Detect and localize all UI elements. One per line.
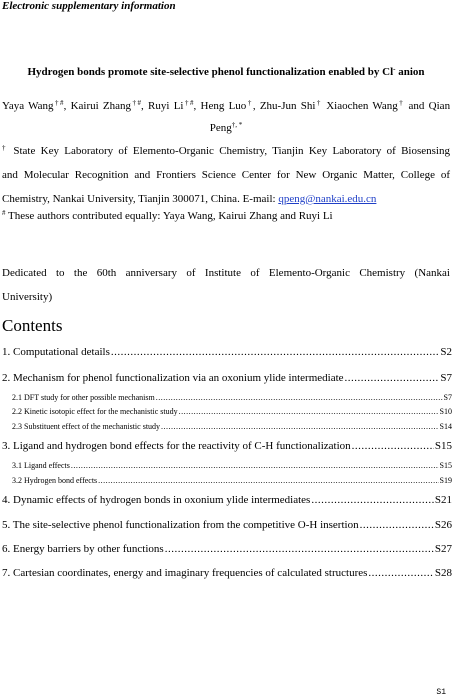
- toc-page: S28: [434, 567, 452, 579]
- toc-leader: [98, 476, 438, 485]
- toc-page: S27: [434, 543, 452, 555]
- paper-title: [0, 66, 452, 78]
- author-mark: †#: [53, 99, 64, 107]
- toc-page: S2: [440, 346, 452, 358]
- toc-subentry[interactable]: [12, 407, 452, 416]
- toc-label: 3. Ligand and hydrogen bond effects for the reactivity of C-H functionalization: [2, 440, 351, 452]
- affiliation: [2, 139, 450, 211]
- toc-label: 4. Dynamic effects of hydrogen bonds in oxonium ylide intermediates: [2, 494, 311, 506]
- author-name: , Ruyi Li: [141, 100, 184, 112]
- author-name: Peng: [209, 122, 232, 134]
- toc-subentry[interactable]: [12, 461, 452, 470]
- toc-entry[interactable]: [2, 543, 452, 555]
- toc-page: S7: [440, 372, 452, 384]
- author-name: Xiaochen Wang: [321, 100, 398, 112]
- toc-leader: [179, 407, 439, 416]
- dedication-line: University): [2, 291, 53, 303]
- toc-entry[interactable]: [2, 440, 452, 452]
- supplementary-header: Electronic supplementary information: [2, 0, 176, 12]
- author-list: [2, 95, 450, 139]
- toc-leader: [71, 461, 439, 470]
- toc-leader: [156, 393, 443, 402]
- toc-subentry[interactable]: [12, 476, 452, 485]
- toc-entry[interactable]: [2, 519, 452, 531]
- toc-label: 3.2 Hydrogen bond effects: [12, 476, 98, 485]
- toc-entry[interactable]: [2, 372, 452, 384]
- dedication: [2, 261, 450, 309]
- author-mark: †#: [131, 99, 142, 107]
- title-charge: -: [393, 65, 396, 73]
- toc-label: 2.1 DFT study for other possible mechanism: [12, 393, 155, 402]
- author-mark: †#: [183, 99, 194, 107]
- toc-leader: [368, 567, 433, 579]
- toc-subentry[interactable]: [12, 393, 452, 402]
- page-number: S1: [436, 688, 446, 697]
- author-mark: †: [397, 99, 405, 107]
- toc-label: 1. Computational details: [2, 346, 110, 358]
- author-name: Yaya Wang: [2, 100, 54, 112]
- toc-leader: [311, 494, 434, 506]
- equal-mark: #: [2, 209, 6, 217]
- author-name: , Zhu-Jun Shi: [252, 100, 316, 112]
- author-mark: †: [315, 99, 322, 107]
- affiliation-line: and Molecular Recognition and Frontiers Science Center for New Organic Matter, College of: [2, 169, 450, 181]
- toc-page: S14: [439, 422, 452, 431]
- toc-page: S7: [443, 393, 452, 402]
- equal-text: These authors contributed equally: Yaya Wang, Kairui Zhang and Ruyi Li: [5, 210, 333, 222]
- toc-page: S15: [434, 440, 452, 452]
- toc-leader: [111, 346, 440, 358]
- author-name: , Heng Luo: [193, 100, 247, 112]
- toc-page: S19: [439, 476, 452, 485]
- affiliation-mark: †: [2, 144, 9, 152]
- affiliation-line: Chemistry, Nankai University, Tianjin 300071, China. E-mail:: [2, 193, 279, 205]
- author-name: , Kairui Zhang: [63, 100, 132, 112]
- toc-label: 2. Mechanism for phenol functionalization via an oxonium ylide intermediate: [2, 372, 344, 384]
- toc-leader: [352, 440, 434, 452]
- author-name: and Qian: [404, 100, 451, 112]
- toc-entry[interactable]: [2, 567, 452, 579]
- contents-heading: Contents: [2, 316, 63, 335]
- toc-label: 3.1 Ligand effects: [12, 461, 70, 470]
- toc-page: S10: [439, 407, 452, 416]
- dedication-line: Dedicated to the 60th anniversary of Institute of Elemento-Organic Chemistry (Nankai: [2, 267, 450, 279]
- email-link[interactable]: qpeng@nankai.edu.cn: [278, 193, 377, 205]
- toc-label: 5. The site-selective phenol functionalization from the competitive O-H insertion: [2, 519, 359, 531]
- toc-leader: [165, 543, 434, 555]
- toc-label: 2.3 Substituent effect of the mechanistic study: [12, 422, 161, 431]
- author-mark: †, *: [231, 121, 243, 129]
- toc-page: S21: [434, 494, 452, 506]
- title-text: Hydrogen bonds promote site-selective phenol functionalization enabled by Cl: [27, 66, 394, 78]
- toc-entry[interactable]: [2, 346, 452, 358]
- toc-label: 6. Energy barriers by other functions: [2, 543, 164, 555]
- toc-leader: [360, 519, 434, 531]
- toc-leader: [161, 422, 439, 431]
- equal-contribution-note: [2, 210, 333, 222]
- author-mark: †: [246, 99, 253, 107]
- toc-page: S26: [434, 519, 452, 531]
- toc-leader: [345, 372, 440, 384]
- toc-subentry[interactable]: [12, 422, 452, 431]
- toc-entry[interactable]: [2, 494, 452, 506]
- toc-page: S15: [439, 461, 452, 470]
- toc-label: 2.2 Kinetic isotopic effect for the mechanistic study: [12, 407, 178, 416]
- title-end: anion: [395, 66, 425, 78]
- toc-label: 7. Cartesian coordinates, energy and imaginary frequencies of calculated structures: [2, 567, 368, 579]
- affiliation-line: State Key Laboratory of Elemento-Organic Chemistry, Tianjin Key Laboratory of Biosensing: [8, 145, 450, 157]
